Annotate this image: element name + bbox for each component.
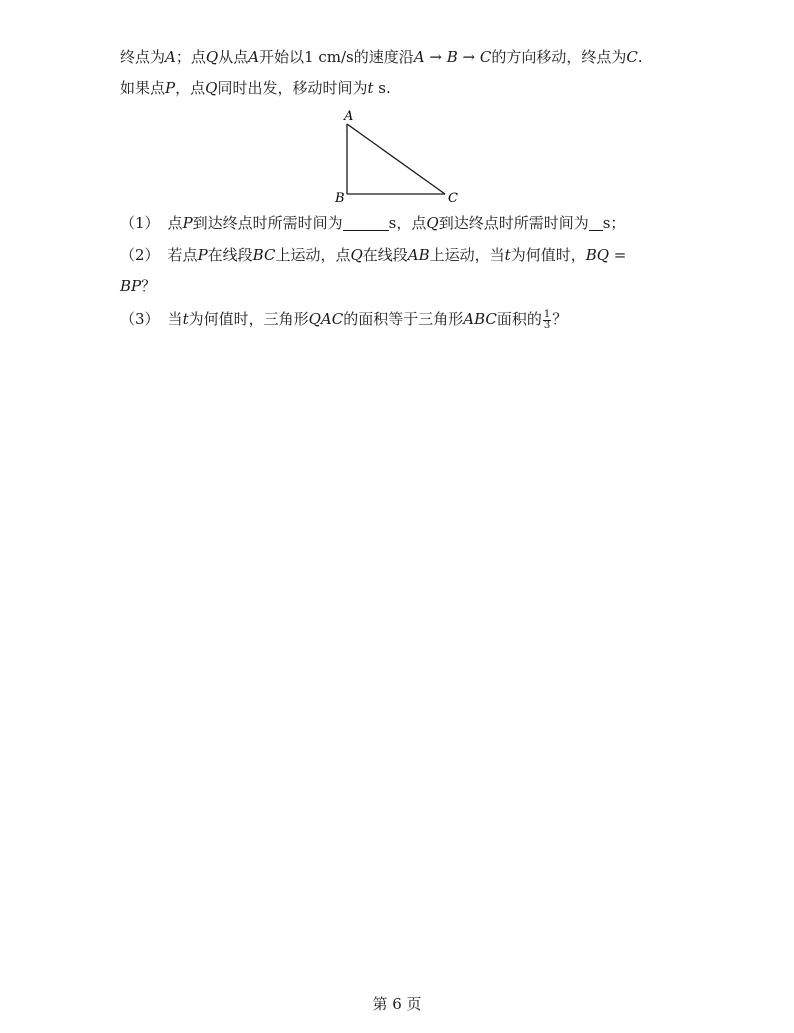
math-var: BC: [252, 246, 276, 264]
question-number: （3）: [120, 310, 160, 328]
triangle-figure: [325, 104, 465, 208]
text-segment: 终点为: [120, 48, 166, 66]
math-var: P: [165, 79, 176, 97]
text-segment: ；点: [175, 48, 206, 66]
text-segment: 从点: [218, 48, 249, 66]
question-number: （2）: [120, 246, 160, 264]
text-segment: 上运动，当: [429, 246, 505, 264]
fraction-numerator: 1: [543, 308, 551, 320]
question-number: （1）: [120, 214, 160, 232]
text-segment: s.: [373, 79, 391, 97]
text-segment: 当: [167, 310, 183, 328]
problem-line-1: [120, 47, 643, 67]
answer-blank-2[interactable]: [589, 216, 603, 231]
math-var: Q: [205, 79, 218, 97]
text-segment: 上运动，点: [275, 246, 351, 264]
math-path: A → B → C: [413, 48, 492, 66]
math-speed: 1 cm/s: [304, 48, 354, 66]
math-var: t: [367, 79, 374, 97]
math-var: A: [165, 48, 176, 66]
fraction-denominator: 3: [543, 319, 551, 331]
math-var: BP: [120, 277, 142, 295]
text-segment: 开始以: [259, 48, 305, 66]
fraction-one-third: [543, 310, 551, 331]
text-segment: 为何值时，: [510, 246, 586, 264]
vertex-label-a: A: [344, 109, 354, 124]
text-segment: 如果点: [120, 79, 166, 97]
text-segment: 在线段: [362, 246, 408, 264]
math-var: P: [182, 214, 193, 232]
text-segment: 为何值时，三角形: [188, 310, 309, 328]
math-var: AB: [407, 246, 430, 264]
vertex-label-c: C: [448, 191, 458, 206]
math-var: ABC: [463, 310, 497, 328]
math-var: Q: [205, 48, 219, 66]
question-1: [120, 213, 625, 233]
math-var: C: [626, 48, 638, 66]
text-segment: s；: [602, 214, 626, 232]
problem-line-2: [120, 78, 391, 98]
text-segment: ？: [141, 277, 157, 295]
text-segment: 的速度沿: [353, 48, 414, 66]
text-segment: 点: [167, 214, 183, 232]
math-var: QAC: [308, 310, 344, 328]
page-number: 第 6 页: [372, 995, 422, 1013]
math-expression: BQ =: [585, 246, 627, 264]
side-ac: [347, 124, 445, 194]
text-segment: 的方向移动，终点为: [491, 48, 627, 66]
text-segment: 面积的: [496, 310, 542, 328]
question-2-continued: [120, 276, 156, 296]
text-segment: .: [637, 48, 643, 66]
math-var: t: [182, 310, 189, 328]
text-segment: ？: [552, 310, 568, 328]
vertex-label-b: B: [335, 191, 345, 206]
math-var: t: [504, 246, 511, 264]
question-2: [120, 245, 626, 265]
text-segment: 若点: [167, 246, 198, 264]
text-segment: 到达终点时所需时间为: [438, 214, 589, 232]
math-var: Q: [350, 246, 363, 264]
text-segment: 同时出发，移动时间为: [217, 79, 368, 97]
text-segment: s，点: [388, 214, 427, 232]
answer-blank-1[interactable]: [343, 216, 389, 231]
math-var: Q: [426, 214, 439, 232]
question-3: [120, 309, 567, 331]
math-var: A: [248, 48, 260, 66]
text-segment: 的面积等于三角形: [343, 310, 464, 328]
text-segment: 在线段: [207, 246, 253, 264]
math-var: P: [197, 246, 208, 264]
text-segment: ，点: [175, 79, 206, 97]
text-segment: 到达终点时所需时间为: [192, 214, 343, 232]
